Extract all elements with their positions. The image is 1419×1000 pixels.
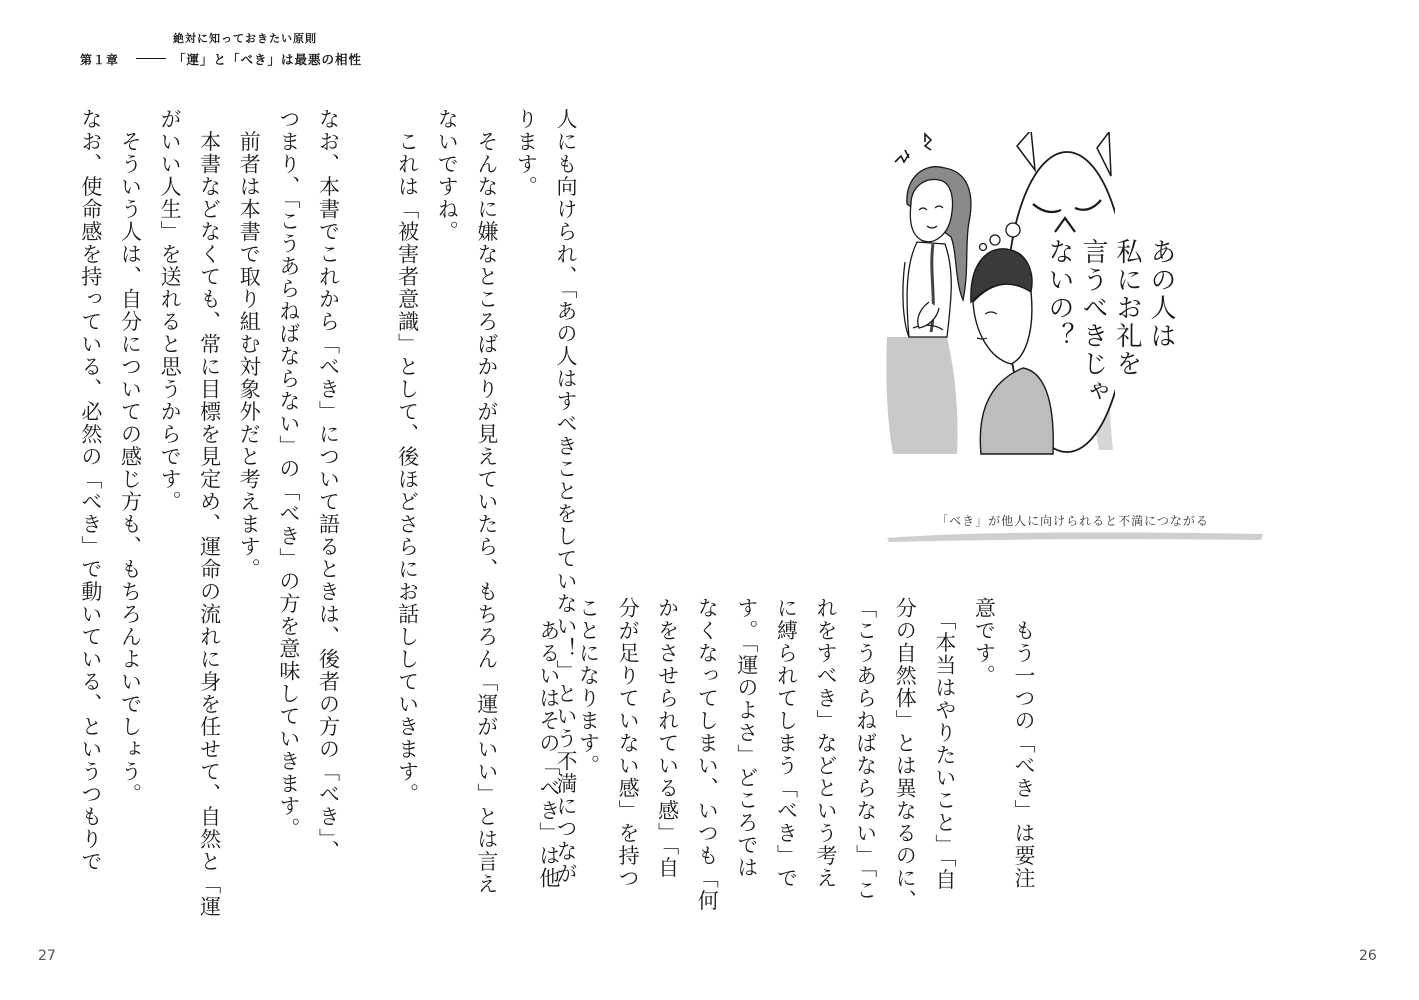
right-page-body-text: もう一つの「べき」は要注 意です。 「本当はやりたいこと」「自 分の自然体」とは異なるのに、 「こうあらねばならない」「こ れをすべき」などという考え に縛られてしまう「べき」で す。「運のよさ」どころでは なくなってしまい、いつも「何 かをさせられている感」「自 分が足りていない感」を持つ ことになります。 あるいはその「べき」は他	[536, 597, 1036, 912]
chapter-title: 「運」と「べき」は最悪の相性	[173, 52, 363, 67]
speech-bubble-text: あの人は 私にお礼を 言うべきじゃ ないの？	[1044, 238, 1176, 406]
right-page	[536, 0, 1419, 1000]
header-dash	[136, 58, 166, 59]
page-number-left: 27	[38, 948, 56, 964]
chapter-number: 第１章	[80, 53, 120, 67]
illustration-caption: 「べき」が他人に向けられると不満につながる	[936, 514, 1209, 528]
left-page-body-text: 人にも向けられ、「あの人はすべきことをしていない！」という不満につなが ります。 そんなに嫌なところばかりが見えていたら、もちろん「運がいい」とは言え ないですね。 これは「被害者意識」として、後ほどさらにお話ししていきます。 なお、本書でこれから「べき」について語るときは、後者の方の「べき」、 つまり、「こうあらねばならない」の「べき」の方を意味していきます。 前者は本書で取り組む対象外だと考えます。 本書などなくても、常に目標を見定め、運命の流れに身を任せて、自然と「運 がいい人生」を送れると思うからです。 そういう人は、自分についての感じ方も、もちろんよいでしょう。 なお、使命感を持っている、必然の「べき」で動いている、というつもりで	[78, 108, 578, 918]
page-number-right: 26	[1359, 948, 1377, 964]
header-subtitle: 絶対に知っておきたい原則	[173, 32, 317, 45]
caption-brush-underline	[885, 528, 1265, 544]
